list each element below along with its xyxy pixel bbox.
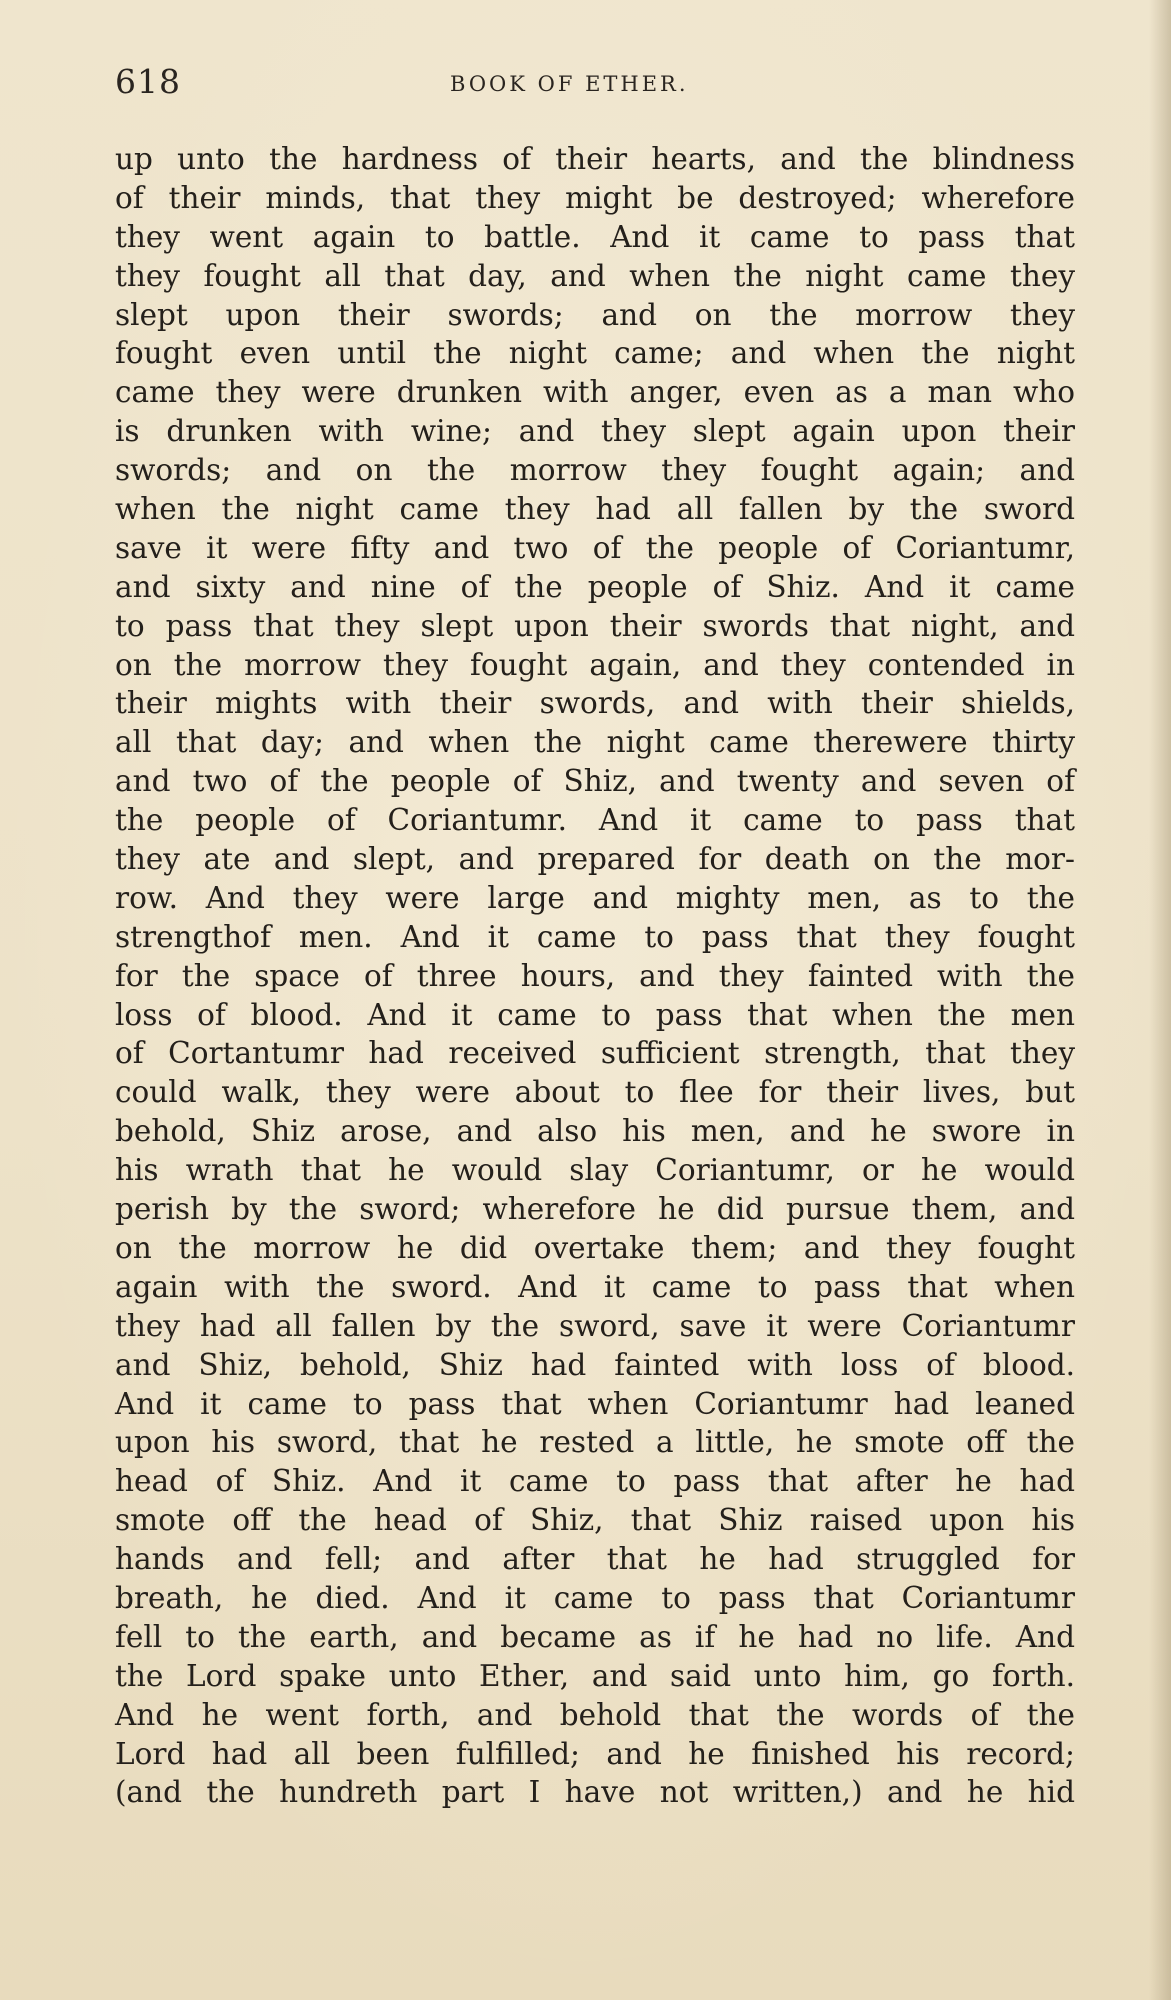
running-head: BOOK OF ETHER.: [450, 72, 689, 96]
text-line: on the morrow they fought again, and they contended in: [115, 647, 1075, 682]
text-line: on the morrow he did overtake them; and they fought: [115, 1230, 1075, 1265]
text-line: breath, he died. And it came to pass that Coriantumr: [115, 1580, 1075, 1615]
page-header: [115, 62, 1065, 122]
text-line: loss of blood. And it came to pass that when the men: [115, 997, 1075, 1032]
text-line: his wrath that he would slay Coriantumr, or he would: [115, 1153, 1075, 1188]
text-line: of their minds, that they might be destroyed; wherefore: [115, 180, 1075, 215]
text-line: upon his sword, that he rested a little, he smote off the: [115, 1425, 1075, 1460]
text-line: slept upon their swords; and on the morrow they: [115, 297, 1075, 332]
text-line: row. And they were large and mighty men, as to the: [115, 880, 1075, 915]
text-line: they had all fallen by the sword, save it were Coriantumr: [115, 1308, 1075, 1343]
text-line: and Shiz, behold, Shiz had fainted with loss of blood.: [115, 1347, 1075, 1382]
text-line: their mights with their swords, and with their shields,: [115, 686, 1075, 721]
text-line: save it were fifty and two of the people of Coriantumr,: [115, 530, 1075, 565]
text-line: Lord had all been fulfilled; and he finished his record;: [115, 1736, 1075, 1771]
text-line: the Lord spake unto Ether, and said unto him, go forth.: [115, 1658, 1075, 1693]
text-line: came they were drunken with anger, even as a man who: [115, 375, 1075, 410]
text-line: And it came to pass that when Coriantumr had leaned: [115, 1386, 1075, 1421]
text-line: perish by the sword; wherefore he did pursue them, and: [115, 1192, 1075, 1227]
text-line: hands and fell; and after that he had struggled for: [115, 1542, 1075, 1577]
text-line: could walk, they were about to flee for their lives, but: [115, 1075, 1075, 1110]
text-line: behold, Shiz arose, and also his men, and he swore in: [115, 1114, 1075, 1149]
text-line: is drunken with wine; and they slept again upon their: [115, 414, 1075, 449]
text-line: all that day; and when the night came therewere thirty: [115, 725, 1075, 760]
text-line: swords; and on the morrow they fought again; and: [115, 453, 1075, 488]
text-line: they went again to battle. And it came to pass that: [115, 219, 1075, 254]
page-number: 618: [115, 62, 181, 101]
text-line: smote off the head of Shiz, that Shiz raised upon his: [115, 1503, 1075, 1538]
text-line: (and the hundreth part I have not written,) and he hid: [115, 1775, 1075, 1810]
text-line: strengthof men. And it came to pass that they fought: [115, 919, 1075, 954]
text-line: when the night came they had all fallen by the sword: [115, 492, 1075, 527]
text-line: and sixty and nine of the people of Shiz. And it came: [115, 569, 1075, 604]
text-line: again with the sword. And it came to pass that when: [115, 1269, 1075, 1304]
text-line: they fought all that day, and when the night came they: [115, 258, 1075, 293]
text-line: And he went forth, and behold that the words of the: [115, 1697, 1075, 1732]
text-line: up unto the hardness of their hearts, and the blindness: [115, 142, 1075, 176]
body-text: [115, 140, 1075, 1812]
text-line: fought even until the night came; and when the night: [115, 336, 1075, 371]
text-line: for the space of three hours, and they fainted with the: [115, 958, 1075, 993]
text-line: to pass that they slept upon their swords that night, and: [115, 608, 1075, 643]
text-line: head of Shiz. And it came to pass that after he had: [115, 1464, 1075, 1499]
text-line: and two of the people of Shiz, and twenty and seven of: [115, 764, 1075, 799]
text-line: fell to the earth, and became as if he had no life. And: [115, 1619, 1075, 1654]
text-line: of Cortantumr had received sufficient strength, that they: [115, 1036, 1075, 1071]
text-line: the people of Coriantumr. And it came to pass that: [115, 803, 1075, 838]
text-line: they ate and slept, and prepared for death on the mor-: [115, 842, 1075, 877]
page-edge-shadow: [1149, 0, 1171, 2000]
